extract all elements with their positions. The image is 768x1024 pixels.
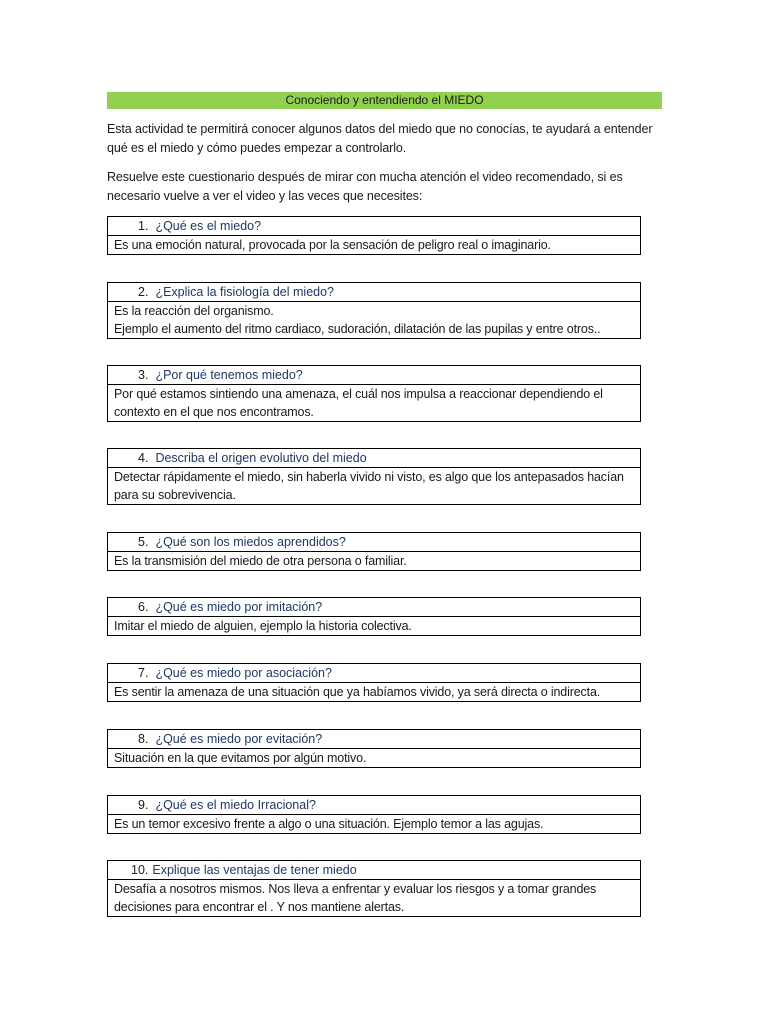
question-block-1 <box>107 216 641 255</box>
question-header <box>108 861 640 880</box>
question-text: Describa el origen evolutivo del miedo <box>155 451 367 465</box>
question-number: 6. <box>138 600 149 614</box>
question-block-7 <box>107 663 641 702</box>
answer-text-line-1: Es la reacción del organismo. <box>114 304 274 318</box>
question-number: 5. <box>138 535 149 549</box>
question-number: 9. <box>138 798 149 812</box>
document-title: Conociendo y entendiendo el MIEDO <box>107 92 662 109</box>
question-header <box>108 366 640 385</box>
question-text: ¿Por qué tenemos miedo? <box>155 368 303 382</box>
question-text: ¿Explica la fisiología del miedo? <box>155 285 335 299</box>
question-header <box>108 449 640 468</box>
question-number: 1. <box>138 219 149 233</box>
question-block-10 <box>107 860 641 917</box>
answer-text: Detectar rápidamente el miedo, sin haberla vivido ni visto, es algo que los antepasados hacían para su sobrevivencia. <box>114 470 624 502</box>
question-header <box>108 283 640 302</box>
question-block-9 <box>107 795 641 834</box>
answer-text: Imitar el miedo de alguien, ejemplo la historia colectiva. <box>114 619 412 633</box>
intro-paragraph-2: Resuelve este cuestionario después de mirar con mucha atención el video recomendado, si es necesario vuelve a ver el video y las veces que necesites: <box>107 170 623 203</box>
question-header <box>108 664 640 683</box>
question-block-5 <box>107 532 641 571</box>
question-number: 4. <box>138 451 149 465</box>
question-text: Explique las ventajas de tener miedo <box>152 863 357 877</box>
intro-paragraph-1: Esta actividad te permitirá conocer algunos datos del miedo que no conocías, te ayudará a entender qué es el miedo y cómo puedes empezar a controlarlo. <box>107 122 653 155</box>
question-block-3 <box>107 365 641 422</box>
question-text: ¿Qué son los miedos aprendidos? <box>155 535 346 549</box>
question-text: ¿Qué es miedo por evitación? <box>155 732 323 746</box>
question-number: 10. <box>131 863 149 877</box>
question-number: 3. <box>138 368 149 382</box>
answer-text: Es sentir la amenaza de una situación que ya habíamos vivido, ya será directa o indirecta. <box>114 685 601 699</box>
question-text: ¿Qué es el miedo? <box>155 219 262 233</box>
question-header <box>108 730 640 749</box>
answer-text-line-2: Ejemplo el aumento del ritmo cardiaco, sudoración, dilatación de las pupilas y entre otros.. <box>114 322 601 336</box>
question-block-4 <box>107 448 641 505</box>
question-header <box>108 533 640 552</box>
answer-text: Por qué estamos sintiendo una amenaza, el cuál nos impulsa a reaccionar dependiendo el contexto en el que nos encontramos. <box>114 387 603 419</box>
answer-text: Situación en la que evitamos por algún motivo. <box>114 751 367 765</box>
question-block-6 <box>107 597 641 636</box>
question-block-8 <box>107 729 641 768</box>
question-number: 2. <box>138 285 149 299</box>
question-text: ¿Qué es miedo por imitación? <box>155 600 323 614</box>
question-block-2 <box>107 282 641 339</box>
answer-text: Desafía a nosotros mismos. Nos lleva a enfrentar y evaluar los riesgos y a tomar grandes decisiones para encontrar el . Y nos mantiene alertas. <box>114 882 597 914</box>
question-text: ¿Qué es el miedo Irracional? <box>155 798 316 812</box>
answer-text: Es un temor excesivo frente a algo o una situación. Ejemplo temor a las agujas. <box>114 817 544 831</box>
question-header <box>108 598 640 617</box>
answer-text: Es una emoción natural, provocada por la sensación de peligro real o imaginario. <box>114 238 551 252</box>
question-number: 8. <box>138 732 149 746</box>
question-header <box>108 217 640 236</box>
question-text: ¿Qué es miedo por asociación? <box>155 666 332 680</box>
question-number: 7. <box>138 666 149 680</box>
question-header <box>108 796 640 815</box>
document-page <box>107 92 662 914</box>
answer-text: Es la transmisión del miedo de otra persona o familiar. <box>114 554 407 568</box>
